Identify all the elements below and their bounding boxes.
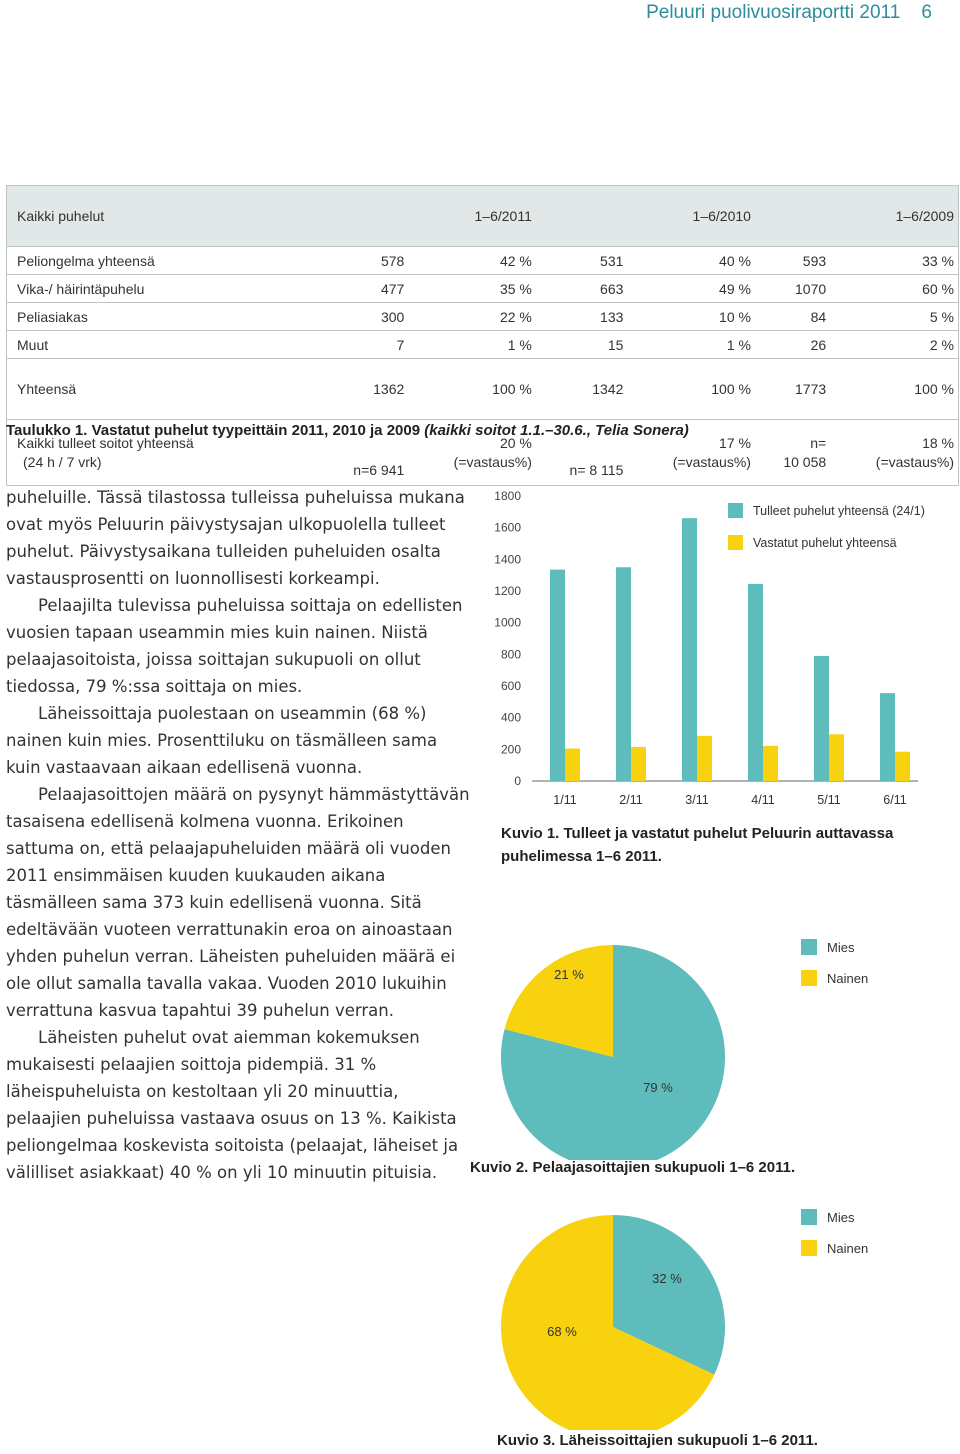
legend-label-nainen: Nainen (827, 1241, 869, 1256)
page-header (646, 2, 932, 24)
bar-answered-1/11 (565, 749, 580, 781)
table-cell-n-2010: n= 8 115 (536, 420, 628, 486)
y-tick-label: 1200 (494, 584, 521, 598)
legend-label-mies: Mies (827, 940, 855, 955)
table-cell-pct-2011: 1 % (408, 331, 536, 359)
y-tick-label: 0 (514, 774, 521, 788)
table-cell-rate-2009 (830, 420, 958, 486)
report-title: Peluuri puolivuosiraportti 2011 (646, 2, 901, 23)
table-cell-pct-2009: 100 % (830, 359, 958, 420)
table-cell-pct-2011: 22 % (408, 303, 536, 331)
table-cell-pct-2010: 1 % (627, 331, 755, 359)
table-cell-n-2011: n=6 941 (321, 420, 408, 486)
table-cell-count-2010: 531 (536, 247, 628, 275)
table-cell-count-2009: 1773 (755, 359, 830, 420)
table-cell-pct-2009: 2 % (830, 331, 958, 359)
bar-incoming-6/11 (880, 693, 895, 781)
rate-2009: 18 % (922, 434, 954, 451)
table-row (7, 359, 959, 420)
table-cell-pct-2011: 100 % (408, 359, 536, 420)
table-cell-count-2010: 133 (536, 303, 628, 331)
pie-value-label: 79 % (643, 1080, 673, 1095)
bar-answered-5/11 (829, 734, 844, 781)
bar-answered-6/11 (895, 752, 910, 781)
y-tick-label: 400 (500, 710, 521, 725)
bar-answered-2/11 (631, 747, 646, 781)
page-number: 6 (921, 2, 932, 23)
table-cell-count-2011: 7 (321, 331, 408, 359)
bar-incoming-1/11 (550, 570, 565, 781)
paragraph-4: Pelaajasoittojen määrä on pysynyt hämmästyttävän tasaisena edellisenä kolmena vuonna. Erikoinen sattuma on, että pelaajapuheluiden määrä oli vuoden 2011 ensimmäisen kuuden kuukauden aikana täsmälleen sama 373 kuin edellisenä vuonna. Sitä edeltävään vuoteen verrattunakin eroa on ainoastaan yhden puhelun verran. Läheisten puheluiden määrä ei ole ollut samalla tavalla vakaa. Vuoden 2010 lukuihin verrattuna kasvua tapahtui 39 puhelun verran. (6, 785, 470, 1020)
rate-2010: 17 % (719, 434, 751, 451)
paragraph-2: Pelaajilta tulevissa puheluissa soittaja on edellisten vuosien tapaan useammin mies kuin nainen. Niistä pelaajasoitoista, joissa soittajan sukupuoli on ollut tiedossa, 79 %:ssa soittaja on mies. (6, 596, 463, 696)
chart3-caption: Kuvio 3. Läheissoittajien sukupuoli 1–6 2011. (497, 1432, 818, 1449)
paragraph-1: puheluille. Tässä tilastossa tulleissa puheluissa mukana ovat myös Peluurin päivystysajan ulkopuolella tulleet puhelut. Päivystysaikana tulleiden puheluiden osalta vastausprosentti on luonnollisesti korkeampi. (6, 488, 465, 588)
table-row (7, 331, 959, 359)
table-cell-pct-2011: 35 % (408, 275, 536, 303)
bar-incoming-2/11 (616, 567, 631, 781)
table-cell-count-2011: 578 (321, 247, 408, 275)
table-cell-label: Vika-/ häirintäpuhelu (7, 275, 322, 303)
x-tick-label: 2/11 (619, 793, 643, 807)
bar-chart-calls (480, 480, 958, 820)
table-header-2009: 1–6/2009 (755, 186, 959, 247)
bar-incoming-3/11 (682, 518, 697, 781)
y-tick-label: 1800 (494, 489, 521, 503)
table-cell-label: Peliongelma yhteensä (7, 247, 322, 275)
legend-label-0: Tulleet puhelut yhteensä (24/1) (753, 504, 925, 518)
table-cell-count-2010: 1342 (536, 359, 628, 420)
rate-2009-note: (=vastaus%) (875, 453, 954, 470)
table-header-2011: 1–6/2011 (321, 186, 536, 247)
chart2-caption: Kuvio 2. Pelaajasoittajien sukupuoli 1–6 2011. (470, 1159, 796, 1176)
x-tick-label: 3/11 (685, 793, 709, 807)
x-tick-label: 5/11 (817, 793, 841, 807)
pie-value-label: 21 % (554, 967, 584, 982)
legend-swatch-mies (801, 1209, 817, 1225)
calls-table (6, 185, 959, 486)
table-cell-label: Yhteensä (7, 359, 322, 420)
body-text (6, 484, 476, 1186)
n-2009-value: 10 058 (783, 453, 827, 470)
legend-swatch-nainen (801, 970, 817, 986)
pie-chart-players (480, 920, 950, 1160)
pie-value-label: 32 % (652, 1271, 682, 1286)
total-calls-period: (24 h / 7 vrk) (23, 453, 102, 470)
y-tick-label: 600 (500, 679, 521, 693)
paragraph-3: Läheissoittaja puolestaan on useammin (68 %) nainen kuin mies. Prosenttiluku on täsmälleen sama kuin vastaavaan aikaan edellisenä vuonna. (6, 704, 438, 777)
x-tick-label: 6/11 (883, 793, 907, 807)
legend-label-1: Vastatut puhelut yhteensä (753, 536, 897, 550)
rate-2010-note: (=vastaus%) (672, 453, 751, 470)
y-tick-label: 1400 (494, 552, 521, 567)
rate-2011-note: (=vastaus%) (453, 453, 532, 470)
table-cell-pct-2010: 49 % (627, 275, 755, 303)
table-header-row (7, 186, 959, 247)
table-row (7, 303, 959, 331)
bar-incoming-5/11 (814, 656, 829, 781)
paragraph-5: Läheisten puhelut ovat aiemman kokemuksen mukaisesti pelaajien soittoja pidempiä. 31 % läheispuheluista on kestoltaan yli 20 minuuttia, pelaajien puheluissa vastaava osuus on 13 %. Kaikista peliongelmaa koskevista soitoista (pelaajat, läheiset ja välilliset asiakkaat) 40 % on yli 10 minuutin pituisia. (6, 1028, 459, 1182)
y-tick-label: 1000 (494, 615, 521, 630)
legend-swatch-nainen (801, 1240, 817, 1256)
rate-2011: 20 % (499, 434, 532, 451)
table-row (7, 247, 959, 275)
table-cell-pct-2009: 5 % (830, 303, 958, 331)
n-2009-prefix: n= (810, 434, 827, 451)
total-calls-label: Kaikki tulleet soitot yhteensä (17, 434, 194, 451)
table-cell-count-2011: 300 (321, 303, 408, 331)
table-cell-count-2011: 477 (321, 275, 408, 303)
legend-swatch-1 (728, 535, 743, 550)
table-cell-pct-2009: 60 % (830, 275, 958, 303)
bar-incoming-4/11 (748, 584, 763, 781)
table-cell-pct-2010: 100 % (627, 359, 755, 420)
chart1-caption: Kuvio 1. Tulleet ja vastatut puhelut Peluurin auttavassa puhelimessa 1–6 2011. (501, 825, 894, 865)
table-cell-pct-2011: 42 % (408, 247, 536, 275)
table-cell-n-2009 (755, 420, 830, 486)
table-cell-pct-2010: 40 % (627, 247, 755, 275)
y-tick-label: 800 (500, 647, 521, 662)
table-cell-pct-2009: 33 % (830, 247, 958, 275)
legend-label-mies: Mies (827, 1210, 855, 1225)
table-cell-count-2009: 26 (755, 331, 830, 359)
x-tick-label: 1/11 (553, 793, 577, 807)
pie-chart-relatives (480, 1190, 950, 1430)
legend-label-nainen: Nainen (827, 971, 869, 986)
legend-swatch-mies (801, 939, 817, 955)
table-caption-italic: (kaikki soitot 1.1.–30.6., Telia Sonera) (424, 422, 689, 439)
table-cell-count-2010: 15 (536, 331, 628, 359)
y-tick-label: 200 (500, 742, 521, 757)
table-cell-count-2009: 1070 (755, 275, 830, 303)
table-cell-count-2009: 593 (755, 247, 830, 275)
table-header-2010: 1–6/2010 (536, 186, 755, 247)
table-cell-pct-2010: 10 % (627, 303, 755, 331)
table-cell-count-2009: 84 (755, 303, 830, 331)
table-row (7, 275, 959, 303)
table-cell-count-2010: 663 (536, 275, 628, 303)
table-header-label: Kaikki puhelut (7, 186, 322, 247)
table-cell-label: Muut (7, 331, 322, 359)
bar-answered-4/11 (763, 746, 778, 781)
pie-value-label: 68 % (547, 1324, 577, 1339)
table-caption-main: Taulukko 1. Vastatut puhelut tyypeittäin 2011, 2010 ja 2009 (6, 422, 425, 439)
y-tick-label: 1600 (494, 520, 521, 535)
table-caption (6, 422, 689, 439)
table-cell-count-2011: 1362 (321, 359, 408, 420)
legend-swatch-0 (728, 503, 743, 518)
table-cell-label: Peliasiakas (7, 303, 322, 331)
bar-answered-3/11 (697, 736, 712, 781)
x-tick-label: 4/11 (751, 793, 775, 807)
